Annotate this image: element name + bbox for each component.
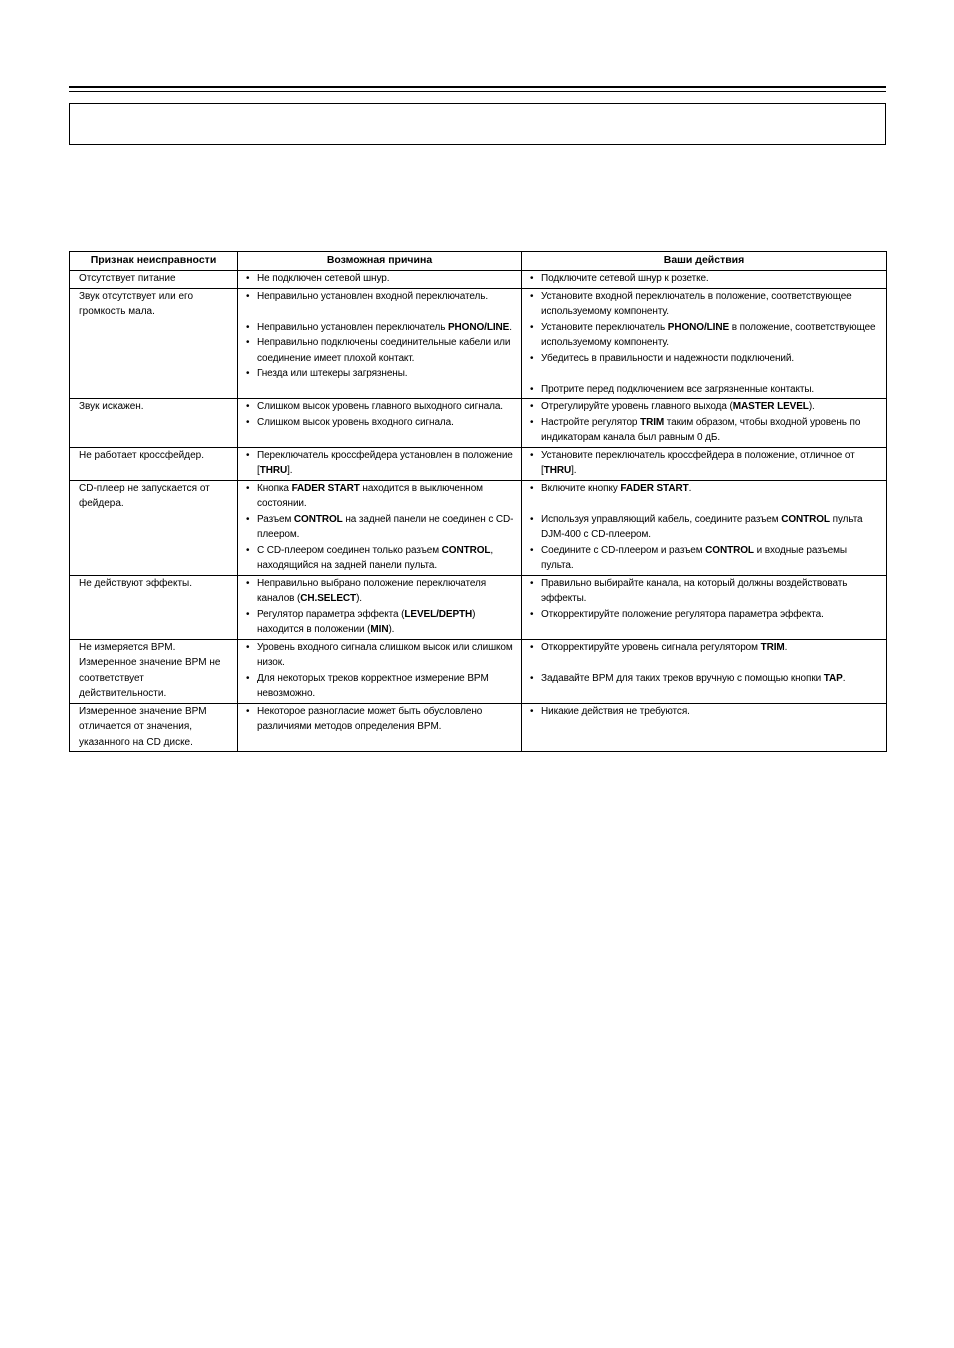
table-header-row bbox=[70, 252, 887, 271]
table-row bbox=[70, 271, 887, 289]
action-item: • Используя управляющий кабель, соедините разъем CONTROL пульта DJM-400 с CD-плеером. bbox=[522, 512, 886, 543]
cause-item: • Некоторое разногласие может быть обусловлено различиями методов определения BPM. bbox=[238, 704, 521, 735]
table-row bbox=[70, 480, 887, 575]
cause-item: • Гнезда или штекеры загрязнены. bbox=[238, 366, 521, 382]
action-item: • Откорректируйте положение регулятора параметра эффекта. bbox=[522, 607, 886, 623]
action-item: • Отрегулируйте уровень главного выхода (MASTER LEVEL). bbox=[522, 399, 886, 415]
action-cell bbox=[522, 575, 887, 639]
cause-item: • Регулятор параметра эффекта (LEVEL/DEPTH) находится в положении (MIN). bbox=[238, 607, 521, 638]
troubleshooting-table bbox=[69, 251, 887, 752]
symptom-cell: Измеренное значение BPM отличается от значения, указанного на CD диске. bbox=[70, 703, 238, 752]
symptom-cell: Не работает кроссфейдер. bbox=[70, 447, 238, 480]
cause-cell bbox=[238, 399, 522, 448]
cause-cell bbox=[238, 703, 522, 752]
action-item: • Подключите сетевой шнур к розетке. bbox=[522, 271, 886, 287]
cause-item: • Неправильно подключены соединительные кабели или соединение имеет плохой контакт. bbox=[238, 335, 521, 366]
cause-item: • Переключатель кроссфейдера установлен в положение [THRU]. bbox=[238, 448, 521, 479]
symptom-cell: Звук искажен. bbox=[70, 399, 238, 448]
column-header-symptom: Признак неисправности bbox=[70, 252, 238, 271]
cause-cell bbox=[238, 447, 522, 480]
header-double-rule bbox=[69, 86, 886, 88]
symptom-cell: CD-плеер не запускается от фейдера. bbox=[70, 480, 238, 575]
action-item: • Никакие действия не требуются. bbox=[522, 704, 886, 720]
cause-item: • С CD-плеером соединен только разъем CONTROL, находящийся на задней панели пульта. bbox=[238, 543, 521, 574]
action-cell bbox=[522, 399, 887, 448]
action-cell bbox=[522, 480, 887, 575]
symptom-cell: Не действуют эффекты. bbox=[70, 575, 238, 639]
table-row bbox=[70, 703, 887, 752]
cause-cell bbox=[238, 639, 522, 703]
cause-item: • Неправильно установлен переключатель PHONO/LINE. bbox=[238, 320, 521, 336]
section-title-box bbox=[69, 103, 886, 145]
cause-item: • Слишком высок уровень главного выходного сигнала. bbox=[238, 399, 521, 415]
action-item: • Включите кнопку FADER START. bbox=[522, 481, 886, 497]
table-row bbox=[70, 288, 887, 399]
cause-cell bbox=[238, 575, 522, 639]
action-item: • Протрите перед подключением все загрязненные контакты. bbox=[522, 382, 886, 398]
cause-item: • Кнопка FADER START находится в выключенном состоянии. bbox=[238, 481, 521, 512]
cause-item: • Неправильно выбрано положение переключателя каналов (CH.SELECT). bbox=[238, 576, 521, 607]
cause-item: • Для некоторых треков корректное измерение BPM невозможно. bbox=[238, 671, 521, 702]
table-row bbox=[70, 447, 887, 480]
action-cell bbox=[522, 271, 887, 289]
cause-item: • Не подключен сетевой шнур. bbox=[238, 271, 521, 287]
header-double-rule-thin bbox=[69, 91, 886, 92]
action-item: • Откорректируйте уровень сигнала регулятором TRIM. bbox=[522, 640, 886, 656]
table-row bbox=[70, 575, 887, 639]
symptom-cell: Звук отсутствует или его громкость мала. bbox=[70, 288, 238, 399]
action-item: • Настройте регулятор TRIM таким образом, чтобы входной уровень по индикаторам канала был равным 0 дБ. bbox=[522, 415, 886, 446]
symptom-cell: Не измеряется BPM. Измеренное значение BPM не соответствует действительности. bbox=[70, 639, 238, 703]
cause-item: • Неправильно установлен входной переключатель. bbox=[238, 289, 521, 305]
action-item: • Убедитесь в правильности и надежности подключений. bbox=[522, 351, 886, 367]
table-row bbox=[70, 639, 887, 703]
cause-cell bbox=[238, 480, 522, 575]
column-header-action: Ваши действия bbox=[522, 252, 887, 271]
action-cell bbox=[522, 447, 887, 480]
cause-item: • Слишком высок уровень входного сигнала. bbox=[238, 415, 521, 431]
action-item: • Соедините с CD-плеером и разъем CONTROL и входные разъемы пульта. bbox=[522, 543, 886, 574]
action-item: • Задавайте BPM для таких треков вручную с помощью кнопки TAP. bbox=[522, 671, 886, 687]
cause-cell bbox=[238, 271, 522, 289]
action-cell bbox=[522, 288, 887, 399]
action-cell bbox=[522, 703, 887, 752]
action-cell bbox=[522, 639, 887, 703]
cause-item: • Уровень входного сигнала слишком высок или слишком низок. bbox=[238, 640, 521, 671]
action-item: • Установите переключатель кроссфейдера в положение, отличное от [THRU]. bbox=[522, 448, 886, 479]
action-item: • Установите входной переключатель в положение, соответствующее используемому компоненту. bbox=[522, 289, 886, 320]
cause-item: • Разъем CONTROL на задней панели не соединен с CD-плеером. bbox=[238, 512, 521, 543]
action-item: • Правильно выбирайте канала, на который должны воздействовать эффекты. bbox=[522, 576, 886, 607]
table-row bbox=[70, 399, 887, 448]
column-header-cause: Возможная причина bbox=[238, 252, 522, 271]
action-item: • Установите переключатель PHONO/LINE в положение, соответствующее используемому компоненту. bbox=[522, 320, 886, 351]
symptom-cell: Отсутствует питание bbox=[70, 271, 238, 289]
cause-cell bbox=[238, 288, 522, 399]
